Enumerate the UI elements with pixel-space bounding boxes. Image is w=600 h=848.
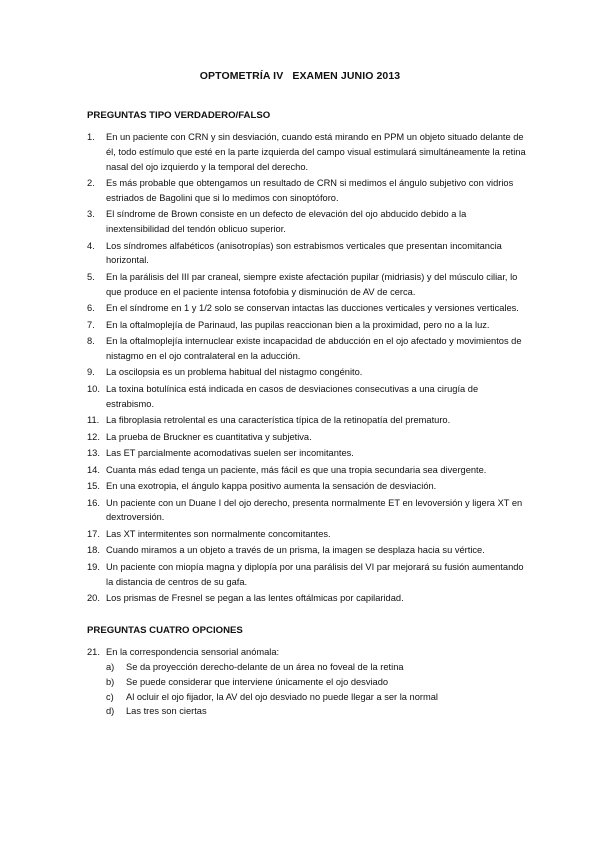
option-letter: a) xyxy=(106,662,115,672)
question-item xyxy=(87,334,527,364)
question-text: En la oftalmoplejía de Parinaud, las pupilas reaccionan bien a la proximidad, pero no a la luz. xyxy=(106,319,490,330)
question-number: 13. xyxy=(87,448,100,459)
question-text: En una exotropia, el ángulo kappa positivo aumenta la sensación de desviación. xyxy=(106,481,437,492)
question-item xyxy=(87,560,527,590)
question-item xyxy=(87,270,527,300)
question-item xyxy=(87,645,527,660)
true-false-question-list xyxy=(87,130,527,606)
question-text: En un paciente con CRN y sin desviación, cuando está mirando en PPM un objeto situado delante de él, todo estímulo que esté en la parte izquierda del campo visual estimulará simultáneamente la retina nasal del ojo izquierdo y la temporal del derecho. xyxy=(106,132,526,172)
question-number: 6. xyxy=(87,303,95,314)
title-exam: EXAMEN JUNIO 2013 xyxy=(292,70,401,82)
option-letter: b) xyxy=(106,676,115,687)
question-item xyxy=(87,430,527,445)
question-item xyxy=(87,301,527,316)
question-number: 3. xyxy=(87,209,95,220)
question-item xyxy=(87,239,527,269)
option-text: Se puede considerar que interviene únicamente el ojo desviado xyxy=(126,676,389,687)
multiple-choice-question-list xyxy=(87,645,527,660)
question-item xyxy=(87,463,527,478)
option-letter: d) xyxy=(106,706,115,717)
question-text: Las ET parcialmente acomodativas suelen ser incomitantes. xyxy=(106,448,354,459)
question-text: En la parálisis del III par craneal, siempre existe afectación pupilar (midriasis) y del músculo ciliar, lo que produce en el paciente intensa fotofobia y disminución de AV de cerca. xyxy=(106,271,518,297)
question-number: 20. xyxy=(87,593,100,604)
question-number: 18. xyxy=(87,545,100,556)
answer-option xyxy=(106,675,526,690)
question-number: 1. xyxy=(87,132,95,142)
section-heading-true-false: PREGUNTAS TIPO VERDADERO/FALSO xyxy=(87,110,271,121)
document-title xyxy=(0,70,600,82)
question-number: 7. xyxy=(87,319,95,330)
question-number: 16. xyxy=(87,497,100,508)
title-course: OPTOMETRÍA IV xyxy=(199,70,284,82)
question-text: Cuanta más edad tenga un paciente, más fácil es que una tropia secundaria sea divergente. xyxy=(106,464,487,475)
question-item xyxy=(87,496,527,526)
section-heading-four-options: PREGUNTAS CUATRO OPCIONES xyxy=(87,625,243,636)
question-number: 17. xyxy=(87,528,100,539)
question-text: Un paciente con un Duane I del ojo derecho, presenta normalmente ET en levoversión y ligera XT en dextroversión. xyxy=(106,497,523,523)
question-number: 4. xyxy=(87,240,95,251)
option-letter: c) xyxy=(106,691,114,702)
question-number: 9. xyxy=(87,367,95,378)
question-item xyxy=(87,130,527,174)
question-text: La toxina botulínica está indicada en casos de desviaciones consecutivas a una cirugía de estrabismo. xyxy=(106,383,479,409)
question-number: 14. xyxy=(87,464,100,475)
question-item xyxy=(87,446,527,461)
question-number: 11. xyxy=(87,415,100,426)
question-item xyxy=(87,413,527,428)
question-item xyxy=(87,591,527,606)
answer-option xyxy=(106,690,526,705)
question-text: Los síndromes alfabéticos (anisotropías) son estrabismos verticales que presentan incomitancia horizontal. xyxy=(106,240,502,266)
question-item xyxy=(87,543,527,558)
answer-option xyxy=(106,704,526,719)
question-number: 15. xyxy=(87,481,100,492)
question-number: 12. xyxy=(87,431,100,442)
question-text: En la oftalmoplejía internuclear existe incapacidad de abducción en el ojo afectado y movimientos de nistagmo en el ojo contralateral en la aducción. xyxy=(106,336,522,361)
question-item xyxy=(87,479,527,494)
question-text: La oscilopsia es un problema habitual del nistagmo congénito. xyxy=(106,367,363,378)
option-text: Al ocluir el ojo fijador, la AV del ojo desviado no puede llegar a ser la normal xyxy=(126,691,438,702)
question-text: En la correspondencia sensorial anómala: xyxy=(106,647,280,657)
question-number: 5. xyxy=(87,271,95,282)
question-text: En el síndrome en 1 y 1/2 solo se conservan intactas las ducciones verticales y versiones verticales. xyxy=(106,303,519,314)
question-text: Cuando miramos a un objeto a través de un prisma, la imagen se desplaza hacia su vértice. xyxy=(106,545,485,556)
question-number: 19. xyxy=(87,561,100,572)
question-item xyxy=(87,365,527,380)
answer-options xyxy=(106,660,526,719)
option-text: Las tres son ciertas xyxy=(126,706,207,717)
question-item xyxy=(87,382,527,412)
question-text: Un paciente con miopía magna y diplopía por una parálisis del VI par mejorará su fusión aumentando la distancia de centros de su gafa. xyxy=(106,561,524,587)
question-number: 21. xyxy=(87,647,100,657)
option-text: Se da proyección derecho-delante de un área no foveal de la retina xyxy=(126,662,404,672)
question-number: 10. xyxy=(87,383,100,394)
question-text: Las XT intermitentes son normalmente concomitantes. xyxy=(106,528,331,539)
question-item xyxy=(87,207,527,237)
question-text: La prueba de Bruckner es cuantitativa y subjetiva. xyxy=(106,431,312,442)
question-item xyxy=(87,527,527,542)
question-item xyxy=(87,318,527,333)
answer-option xyxy=(106,660,526,675)
question-item xyxy=(87,176,527,206)
question-text: Es más probable que obtengamos un resultado de CRN si medimos el ángulo subjetivo con vidrios estriados de Bagolini que si lo medimos con sinoptóforo. xyxy=(106,178,514,203)
question-text: El síndrome de Brown consiste en un defecto de elevación del ojo abducido debido a la inextensibilidad del tendón oblicuo superior. xyxy=(106,209,467,235)
question-number: 8. xyxy=(87,336,95,347)
question-text: La fibroplasia retrolental es una característica típica de la retinopatía del prematuro. xyxy=(106,415,451,426)
question-text: Los prismas de Fresnel se pegan a las lentes oftálmicas por capilaridad. xyxy=(106,593,404,604)
question-number: 2. xyxy=(87,178,95,189)
